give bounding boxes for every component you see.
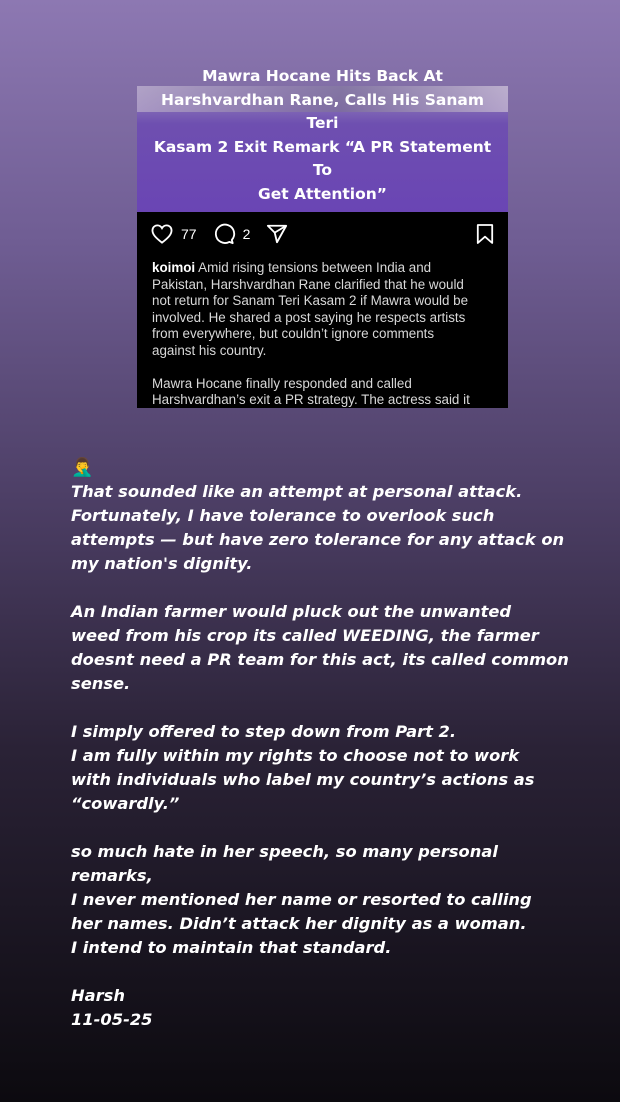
caption-line: not return for Sanam Teri Kasam 2 if Mawra would be <box>152 293 469 309</box>
facepalm-emoji: 🤦‍♂️ <box>71 457 94 478</box>
post-action-bar <box>137 212 508 256</box>
signature-date: 11-05-25 <box>71 1010 153 1029</box>
caption-line: Amid rising tensions between India and <box>195 260 432 275</box>
caption-paragraph <box>152 376 493 409</box>
caption-line: Mawra Hocane finally responded and called <box>152 375 412 391</box>
like-count: 77 <box>181 226 197 242</box>
story-line: An Indian farmer would pluck out the unwanted <box>71 602 512 621</box>
caption-username[interactable]: koimoi <box>152 260 196 275</box>
story-line: That sounded like an attempt at personal attack. <box>71 482 523 501</box>
comment-icon[interactable] <box>213 223 235 245</box>
story-line: I am fully within my rights to choose not to work <box>71 746 520 765</box>
story-line: doesnt need a PR team for this act, its called common <box>71 650 569 669</box>
story-line: attempts — but have zero tolerance for any attack on <box>71 530 565 549</box>
comment-count: 2 <box>242 226 251 242</box>
story-line: Fortunately, I have tolerance to overlook such <box>71 506 495 525</box>
story-paragraph <box>71 840 591 960</box>
post-image[interactable] <box>137 67 508 212</box>
story-line: “cowardly.” <box>71 794 180 813</box>
caption-line: from everywhere, but couldn’t ignore comments <box>152 326 435 342</box>
story-line: I intend to maintain that standard. <box>71 938 392 957</box>
story-line: so much hate in her speech, so many personal <box>71 842 498 861</box>
story-text-overlay <box>71 456 591 1056</box>
bookmark-icon[interactable] <box>476 223 494 245</box>
caption-paragraph <box>152 260 493 360</box>
headline-line: Kasam 2 Exit Remark “A PR Statement To <box>153 137 492 179</box>
story-paragraph <box>71 480 591 576</box>
post-caption <box>137 256 508 409</box>
story-line: remarks, <box>71 866 153 885</box>
post-headline <box>137 65 508 206</box>
story-line: my nation's dignity. <box>71 554 253 573</box>
story-line: I never mentioned her name or resorted to calling <box>71 890 532 909</box>
headline-line: Harshvardhan Rane, Calls His Sanam Teri <box>160 90 485 132</box>
headline-line: Get Attention” <box>258 184 387 203</box>
heart-icon[interactable] <box>151 224 173 244</box>
story-line: I simply offered to step down from Part 2. <box>71 722 457 741</box>
story-signature <box>71 984 591 1032</box>
story-line: her names. Didn’t attack her dignity as a woman. <box>71 914 527 933</box>
story-line: sense. <box>71 674 131 693</box>
story-paragraph <box>71 720 591 816</box>
story-line: weed from his crop its called WEEDING, the farmer <box>71 626 539 645</box>
headline-line: Mawra Hocane Hits Back At <box>202 67 443 85</box>
caption-line: Harshvardhan’s exit a PR strategy. The actress said it <box>152 392 470 408</box>
caption-line: Pakistan, Harshvardhan Rane clarified that he would <box>152 276 464 292</box>
share-icon[interactable] <box>266 223 288 245</box>
signature-name: Harsh <box>71 986 125 1005</box>
embedded-instagram-post <box>137 67 508 408</box>
story-paragraph <box>71 600 591 696</box>
story-line: with individuals who label my country’s actions as <box>71 770 535 789</box>
caption-line: involved. He shared a post saying he respects artists <box>152 309 466 325</box>
caption-line: against his country. <box>152 342 267 358</box>
